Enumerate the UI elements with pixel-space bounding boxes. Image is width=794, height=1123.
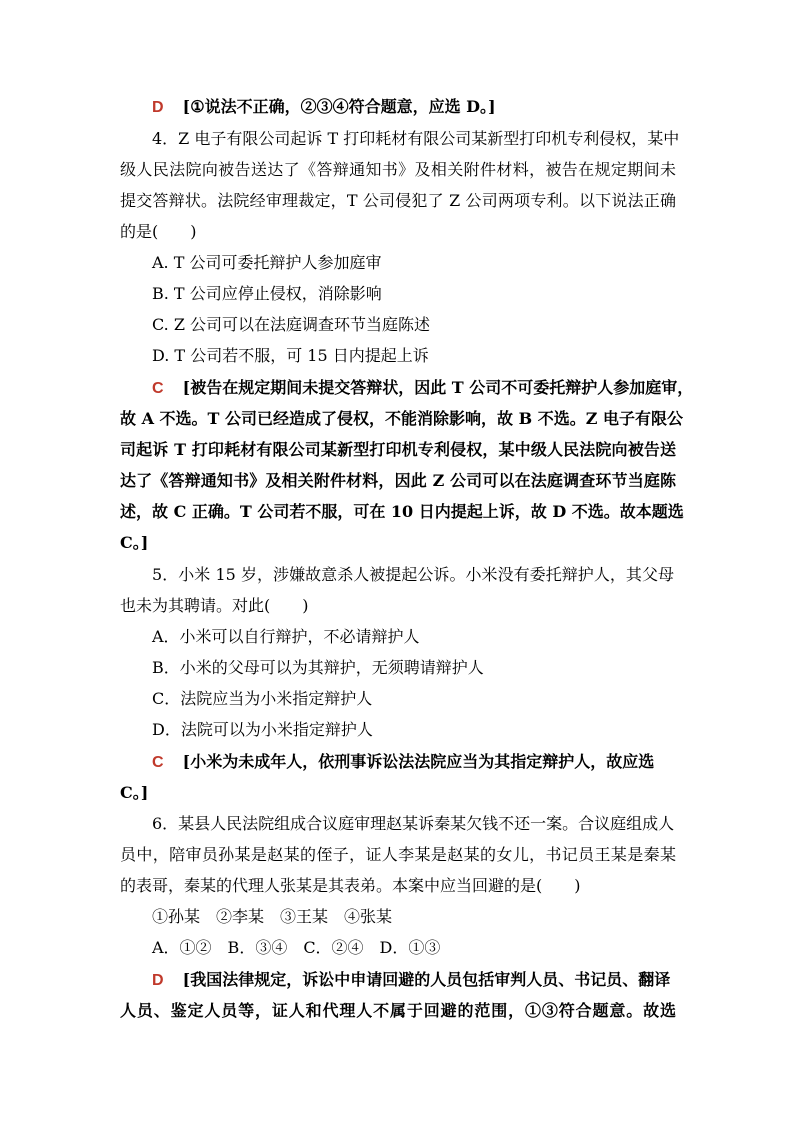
q5-stem-line-1: 5．小米 15 岁，涉嫌故意杀人被提起公诉。小米没有委托辩护人，其父母 <box>152 565 674 584</box>
q6-answer-letter: D <box>152 972 164 989</box>
q4-option-d: D. T 公司若不服，可 15 日内提起上诉 <box>152 346 429 365</box>
q4-explanation-line-2: 故 A 不选。T 公司已经造成了侵权，不能消除影响，故 B 不选。Z 电子有限公 <box>120 409 683 428</box>
q3-answer-letter: D <box>152 99 164 116</box>
q5-explanation-line-2: C。] <box>120 783 149 802</box>
q6-explanation-line-2: 人员、鉴定人员等，证人和代理人不属于回避的范围，①③符合题意。故选 <box>120 1001 676 1020</box>
q4-explanation-line-3: 司起诉 T 打印耗材有限公司某新型打印机专利侵权，某中级人民法院向被告送 <box>120 440 676 459</box>
q6-items: ①孙某 ②李某 ③王某 ④张某 <box>152 907 393 926</box>
q4-explanation-line-1: [被告在规定期间未提交答辩状，因此 T 公司不可委托辩护人参加庭审， <box>182 378 694 397</box>
q6-stem-line-2: 员中，陪审员孙某是赵某的侄子，证人李某是赵某的女儿，书记员王某是秦某 <box>120 845 676 864</box>
q3-answer-line <box>152 96 496 119</box>
q4-answer-letter: C <box>152 380 164 397</box>
q4-option-c: C. Z 公司可以在法庭调查环节当庭陈述 <box>152 315 431 334</box>
q4-stem-line-1: 4．Z 电子有限公司起诉 T 打印耗材有限公司某新型打印机专利侵权，某中 <box>152 129 680 148</box>
q6-options: A．①② B．③④ C．②④ D．①③ <box>152 938 441 957</box>
q5-answer-letter: C <box>152 754 164 771</box>
q4-option-b: B. T 公司应停止侵权，消除影响 <box>152 284 382 303</box>
q4-explanation-line-6: C。] <box>120 533 149 552</box>
q6-explanation-line-1: [我国法律规定，诉讼中申请回避的人员包括审判人员、书记员、翻译 <box>182 970 671 989</box>
q4-explanation-line-5: 述，故 C 正确。T 公司若不服，可在 10 日内提起上诉，故 D 不选。故本题选 <box>120 502 684 521</box>
q5-option-b: B．小米的父母可以为其辩护，无须聘请辩护人 <box>152 658 484 677</box>
q4-answer-line <box>152 377 694 400</box>
q5-stem-line-2: 也未为其聘请。对此( ) <box>120 596 309 615</box>
q4-explanation-line-4: 达了《答辩通知书》及相关附件材料，因此 Z 公司可以在法庭调查环节当庭陈 <box>120 471 676 490</box>
q5-option-d: D．法院可以为小米指定辩护人 <box>152 720 373 739</box>
q6-answer-line <box>152 969 674 992</box>
q4-stem-line-4: 的是( ) <box>120 222 197 241</box>
q5-answer-line <box>152 751 674 774</box>
q4-stem-line-2: 级人民法院向被告送达了《答辩通知书》及相关附件材料，被告在规定期间未 <box>120 160 676 179</box>
q3-explanation: [①说法不正确，②③④符合题意，应选 D。] <box>182 97 496 116</box>
q5-option-a: A．小米可以自行辩护，不必请辩护人 <box>152 627 420 646</box>
q4-stem-line-3: 提交答辩状。法院经审理裁定，T 公司侵犯了 Z 公司两项专利。以下说法正确 <box>120 191 676 210</box>
q4-option-a: A. T 公司可委托辩护人参加庭审 <box>152 253 382 272</box>
q6-stem-line-3: 的表哥，秦某的代理人张某是其表弟。本案中应当回避的是( ) <box>120 876 581 895</box>
q5-explanation-line-1: [小米为未成年人，依刑事诉讼法法院应当为其指定辩护人，故应选 <box>182 752 655 771</box>
q5-option-c: C．法院应当为小米指定辩护人 <box>152 689 373 708</box>
q6-stem-line-1: 6．某县人民法院组成合议庭审理赵某诉秦某欠钱不还一案。合议庭组成人 <box>152 814 675 833</box>
